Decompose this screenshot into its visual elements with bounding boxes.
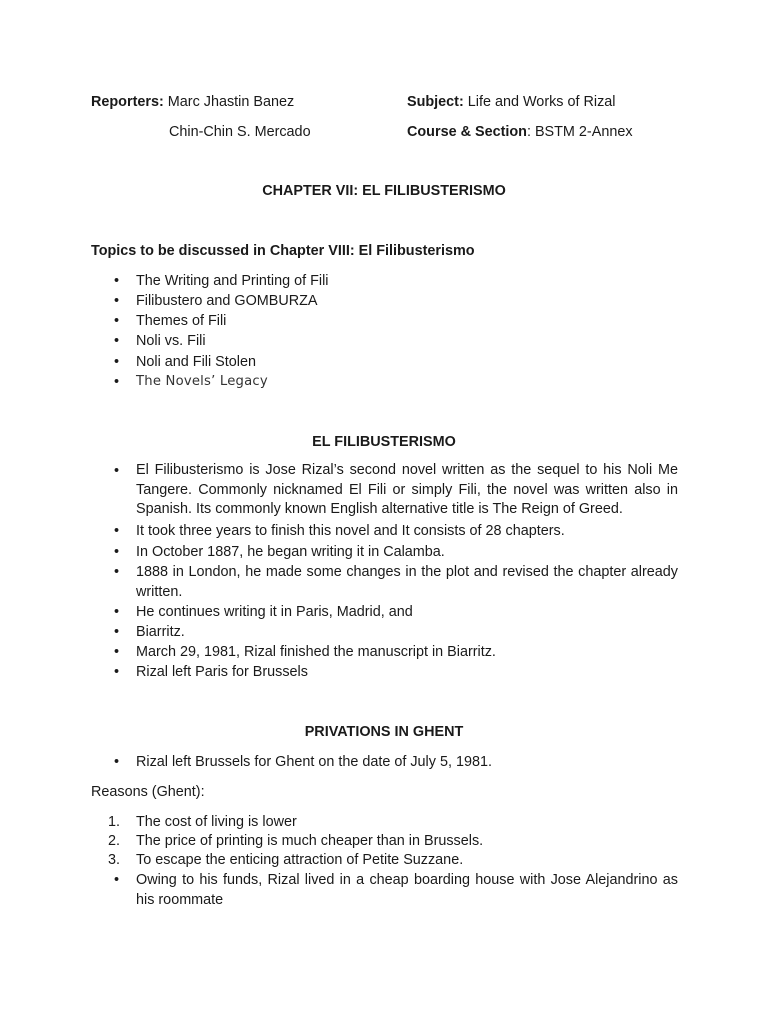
section-heading-privations-in-ghent: PRIVATIONS IN GHENT: [304, 724, 464, 740]
list-item: Rizal left Paris for Brussels: [136, 664, 308, 680]
reasons-label: Reasons (Ghent):: [91, 784, 205, 800]
chapter-title: CHAPTER VII: EL FILIBUSTERISMO: [262, 183, 506, 199]
bullet-icon: •: [114, 463, 120, 479]
list-item: The price of printing is much cheaper than in Brussels.: [136, 833, 484, 849]
list-item: Rizal left Brussels for Ghent on the date of July 5, 1981.: [136, 754, 492, 770]
list-item: El Filibusterismo is Jose Rizal’s second novel written as the sequel to his Noli Me Tangere. Commonly nicknamed El Fili or simply Fili, the novel was written also in Spanish. Its commonly known English alternative title is The Reign of Greed.: [136, 462, 678, 517]
list-item: The Writing and Printing of Fili: [136, 273, 329, 289]
bullet-icon: •: [114, 354, 120, 370]
bullet-icon: •: [114, 564, 120, 580]
bullet-icon: •: [114, 313, 120, 329]
reporters-label: Reporters:: [91, 94, 164, 110]
list-item: Noli and Fili Stolen: [136, 354, 256, 370]
subject-value: Life and Works of Rizal: [467, 94, 616, 110]
reporters-line: [91, 92, 294, 112]
section-heading-el-filibusterismo: EL FILIBUSTERISMO: [312, 434, 456, 450]
list-number: 2.: [108, 833, 121, 849]
list-item: In October 1887, he began writing it in Calamba.: [136, 544, 445, 560]
reporter-1: Marc Jhastin Banez: [167, 94, 295, 110]
list-item: The cost of living is lower: [136, 814, 297, 830]
bullet-icon: •: [114, 604, 120, 620]
bullet-icon: •: [114, 754, 120, 770]
subject-line: [407, 92, 615, 112]
subject-label: Subject:: [407, 94, 464, 110]
list-item: He continues writing it in Paris, Madrid, and: [136, 604, 413, 620]
list-item: Filibustero and GOMBURZA: [136, 293, 318, 309]
bullet-icon: •: [114, 544, 120, 560]
course-label: Course & Section: [407, 124, 527, 140]
list-item: March 29, 1981, Rizal finished the manuscript in Biarritz.: [136, 644, 496, 660]
bullet-icon: •: [114, 872, 120, 888]
bullet-icon: •: [114, 624, 120, 640]
bullet-icon: •: [114, 374, 120, 390]
list-item: 1888 in London, he made some changes in the plot and revised the chapter already written.: [136, 564, 678, 600]
list-item: Owing to his funds, Rizal lived in a cheap boarding house with Jose Alejandrino as his roommate: [136, 872, 678, 908]
list-item: Themes of Fili: [136, 313, 227, 329]
bullet-icon: •: [114, 273, 120, 289]
course-line: [407, 122, 633, 142]
bullet-icon: •: [114, 664, 120, 680]
list-number: 1.: [108, 814, 121, 830]
list-item: Biarritz.: [136, 624, 185, 640]
bullet-icon: •: [114, 523, 120, 539]
bullet-icon: •: [114, 293, 120, 309]
bullet-icon: •: [114, 333, 120, 349]
list-item: Noli vs. Fili: [136, 333, 206, 349]
course-value: : BSTM 2-Annex: [526, 124, 633, 140]
list-number: 3.: [108, 852, 121, 868]
list-item: The Novels’ Legacy: [136, 374, 268, 389]
topics-heading: Topics to be discussed in Chapter VIII: El Filibusterismo: [91, 243, 475, 259]
reporter-2: Chin-Chin S. Mercado: [169, 124, 311, 140]
bullet-icon: •: [114, 644, 120, 660]
list-item: It took three years to finish this novel and It consists of 28 chapters.: [136, 523, 565, 539]
list-item: To escape the enticing attraction of Petite Suzzane.: [136, 852, 464, 868]
